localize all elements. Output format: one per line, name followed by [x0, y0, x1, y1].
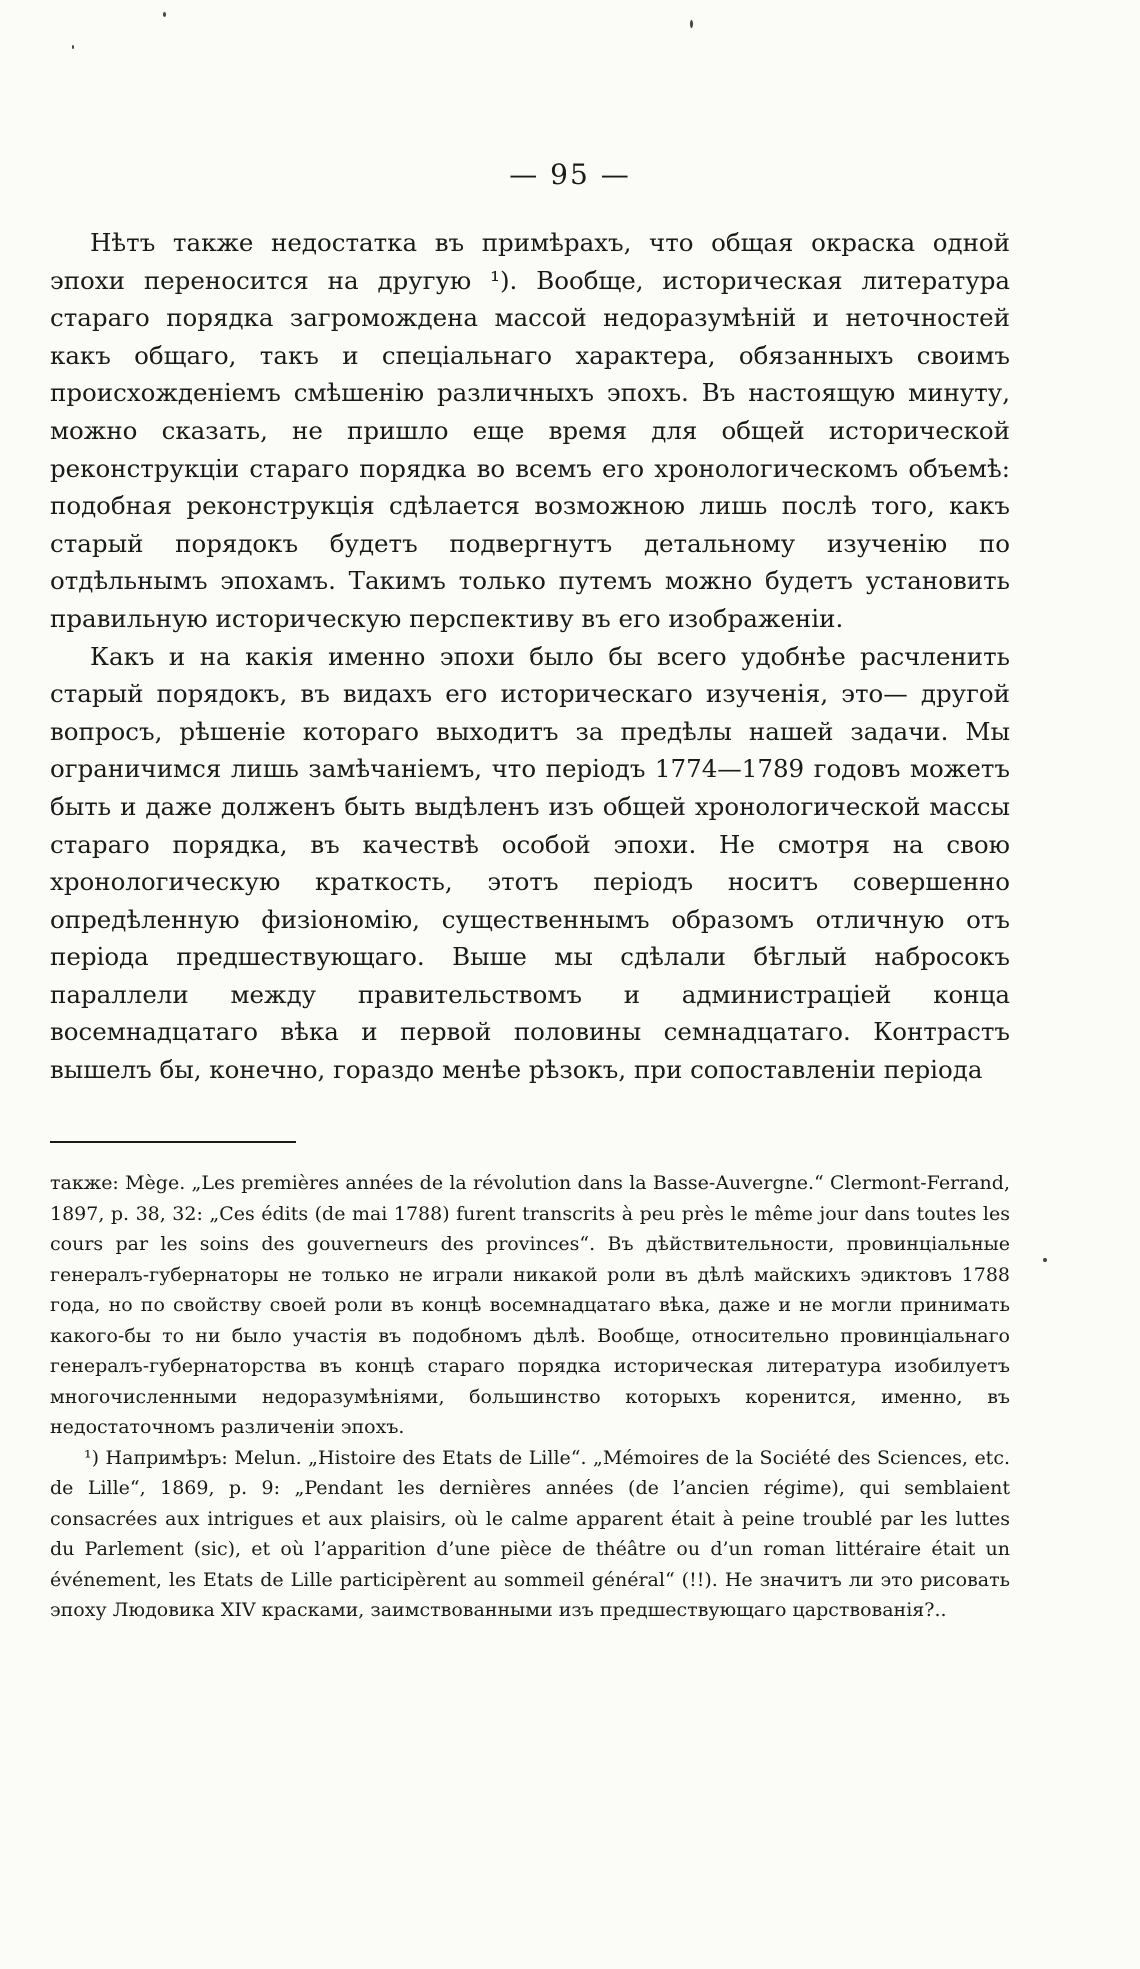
paragraph-2: Какъ и на какія именно эпохи было бы всего удобнѣе расчленить старый порядокъ, въ видахъ его историческаго изученія, это— другой вопросъ, рѣшеніе котораго выходитъ за предѣлы нашей задачи. Мы ограничимся лишь замѣчаніемъ, что періодъ 1774—1789 годовъ можетъ быть и даже долженъ быть выдѣленъ изъ общей хронологической массы стараго порядка, въ качествѣ особой эпохи. Не смотря на свою хронологическую краткость, этотъ періодъ носитъ совершенно опредѣленную физіономію, существеннымъ образомъ отличную отъ періода предшествующаго. Выше мы сдѣлали бѣглый набросокъ параллели между правительствомъ и администраціей конца восемнадцатаго вѣка и первой половины семнадцатаго. Контрастъ вышелъ бы, конечно, гораздо менѣе рѣзокъ, при сопоставленіи періода: [50, 641, 1010, 1085]
scan-speck: [690, 20, 693, 28]
scan-speck: [1043, 1258, 1047, 1262]
footnotes: [50, 1168, 1010, 1626]
scan-speck: [163, 12, 166, 17]
scan-speck: [72, 45, 74, 49]
page-number: — 95 —: [509, 158, 631, 191]
footnote-1: ¹) Напримѣръ: Melun. „Histoire des Etats de Lille“. „Mémoires de la Société des Sciences, etc. de Lille“, 1869, p. 9: „Pendant les dernières années (de l’ancien régime), qui semblaient consacrées aux intrigues et aux plaisirs, où le calme apparent était à peine troublé par les luttes du Parlement (sic), et où l’apparition d’une pièce de théâtre ou d’un roman littéraire était un événement, les Etats de Lille participèrent au sommeil général“ (!!). Не значитъ ли это рисовать эпоху Людовика XIV красками, заимствованными изъ предшествующаго царствованія?..: [50, 1446, 1010, 1621]
main-text: [50, 224, 1010, 1089]
footnote-divider: [50, 1141, 296, 1143]
paragraph-1: Нѣтъ также недостатка въ примѣрахъ, что общая окраска одной эпохи переносится на другую ¹). Вообще, историческая литература стараго порядка загромождена массой недоразумѣній и неточностей какъ общаго, такъ и спеціальнаго характера, обязанныхъ своимъ происхожденіемъ смѣшенію различныхъ эпохъ. Въ настоящую минуту, можно сказать, не пришло еще время для общей исторической реконструкціи стараго порядка во всемъ его хронологическомъ объемѣ: подобная реконструкція сдѣлается возможною лишь послѣ того, какъ старый порядокъ будетъ подвергнутъ детальному изученію по отдѣльнымъ эпохамъ. Такимъ только путемъ можно будетъ установить правильную историческую перспективу въ его изображеніи.: [50, 228, 1010, 633]
footnote-continued: также: Mège. „Les premières années de la révolution dans la Basse-Auvergne.“ Clermont-Ferrand, 1897, p. 38, 32: „Ces édits (de mai 1788) furent transcrits à peu près le même jour dans toutes les cours par les soins des gouverneurs des provinces“. Въ дѣйствительности, провинціальные генералъ-губернаторы не только не играли никакой роли въ дѣлѣ майскихъ эдиктовъ 1788 года, но по свойству своей роли въ концѣ восемнадцатаго вѣка, даже и не могли принимать какого-бы то ни было участія въ подобномъ дѣлѣ. Вообще, относительно провинціальнаго генералъ-губернаторства въ концѣ стараго порядка историческая литература изобилуетъ многочисленными недоразумѣніями, большинство которыхъ коренится, именно, въ недостаточномъ различеніи эпохъ.: [50, 1172, 1010, 1438]
